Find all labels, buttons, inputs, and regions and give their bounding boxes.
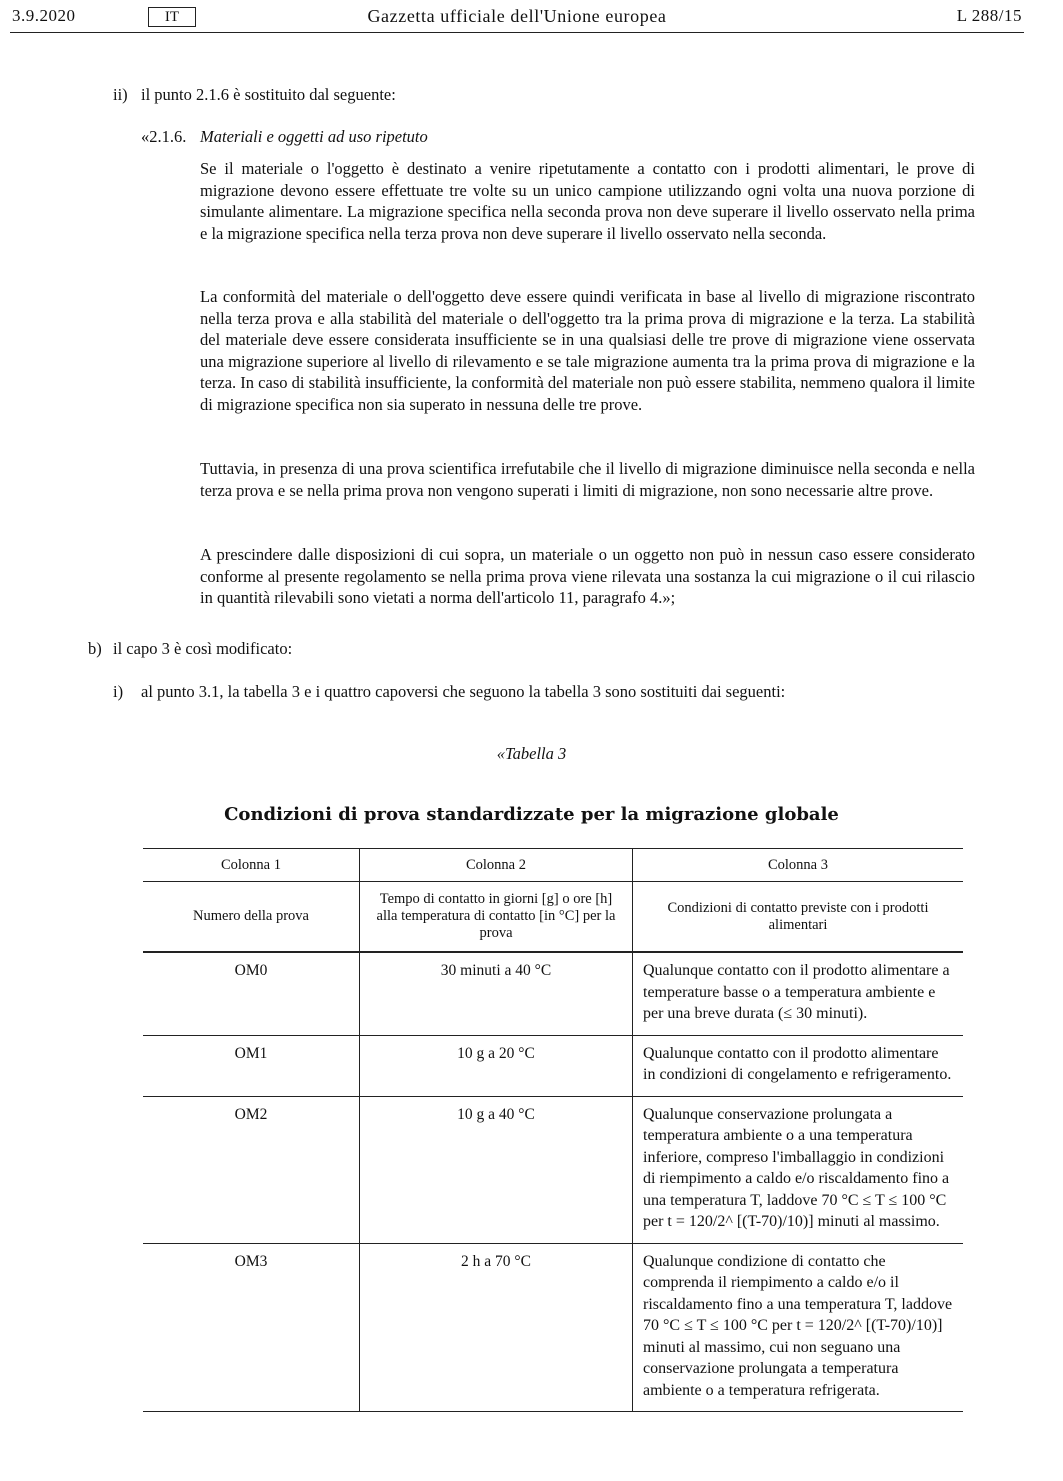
table-row	[143, 1243, 963, 1412]
contact-time-cell: 30 minuti a 40 °C	[360, 952, 633, 1035]
column-number-3: Colonna 3	[633, 849, 964, 882]
table-caption: «Tabella 3	[496, 744, 567, 763]
column-header-contact-conditions: Condizioni di contatto previste con i prodotti alimentari	[633, 882, 964, 953]
column-header-test-number: Numero della prova	[143, 882, 360, 953]
test-number-cell: OM3	[143, 1243, 360, 1412]
test-number-cell: OM0	[143, 952, 360, 1035]
item-b-label: b)	[88, 639, 102, 658]
column-header-contact-time: Tempo di contatto in giorni [g] o ore [h] alla temperatura di contatto [in °C] per la prova	[360, 882, 633, 953]
test-number-cell: OM2	[143, 1096, 360, 1243]
item-ii-text: il punto 2.1.6 è sostituito dal seguente:	[141, 85, 396, 104]
journal-title: Gazzetta ufficiale dell'Unione europea	[367, 6, 667, 26]
contact-conditions-cell: Qualunque condizione di contatto che comprenda il riempimento a caldo e/o il riscaldamento fino a una temperatura T, laddove 70 °C ≤ T ≤ 100 °C per t = 120/2^ [(T-70)/10)] minuti al massimo, cui non seguano una conservazione prolungata a temperatura ambiente o a temperatura refrigerata.	[633, 1243, 964, 1412]
table-header-row	[143, 882, 963, 953]
test-number-cell: OM1	[143, 1035, 360, 1096]
column-number-1: Colonna 1	[143, 849, 360, 882]
table-row	[143, 1096, 963, 1243]
contact-time-cell: 10 g a 40 °C	[360, 1096, 633, 1243]
contact-time-cell: 2 h a 70 °C	[360, 1243, 633, 1412]
section-number: «2.1.6.	[141, 127, 187, 146]
publication-date: 3.9.2020	[12, 6, 76, 25]
item-i-label: i)	[113, 682, 124, 701]
item-i-text: al punto 3.1, la tabella 3 e i quattro capoversi che seguono la tabella 3 sono sostituiti dai seguenti:	[141, 682, 786, 701]
contact-conditions-cell: Qualunque conservazione prolungata a temperatura ambiente o a una temperatura inferiore, compreso l'imballaggio in condizioni di riempimento a caldo e/o riscaldamento fino a una temperatura T, laddove 70 °C ≤ T ≤ 100 °C per t = 120/2^ [(T-70)/10)] minuti al massimo.	[633, 1096, 964, 1243]
contact-time-cell: 10 g a 20 °C	[360, 1035, 633, 1096]
page-header	[10, 6, 1024, 33]
paragraph-3: Tuttavia, in presenza di una prova scientifica irrefutabile che il livello di migrazione diminuisce nella seconda e nella terza prova e se nella prima prova non vengono superati i limiti di migrazione, non sono necessarie altre prove.	[200, 459, 975, 500]
table-row	[143, 1035, 963, 1096]
contact-conditions-cell: Qualunque contatto con il prodotto alimentare in condizioni di congelamento e refrigeramento.	[633, 1035, 964, 1096]
language-badge: IT	[148, 7, 196, 27]
item-ii-label: ii)	[113, 85, 128, 104]
table-column-number-row	[143, 849, 963, 882]
contact-conditions-cell: Qualunque contatto con il prodotto alimentare a temperature basse o a temperatura ambiente e per una breve durata (≤ 30 minuti).	[633, 952, 964, 1035]
paragraph-1: Se il materiale o l'oggetto è destinato a venire ripetutamente a contatto con i prodotti alimentari, le prove di migrazione devono essere effettuate tre volte su un unico campione utilizzando ogni volta una nuova porzione di simulante alimentare. La migrazione specifica nella seconda prova non deve superare il livello osservato nella prima e la migrazione specifica nella terza prova non deve superare il livello osservato nella seconda.	[200, 159, 975, 243]
paragraph-2: La conformità del materiale o dell'oggetto deve essere quindi verificata in base al livello di migrazione riscontrato nella terza prova e alla stabilità del materiale o dell'oggetto tra la prima prova di migrazione e la terza. La stabilità del materiale deve essere considerata insufficiente se in una qualsiasi delle tre prove di migrazione viene osservata una migrazione superiore al livello di rilevamento e se tale migrazione aumenta tra la prima prova di migrazione e la terza. In caso di stabilità insufficiente, la conformità del materiale non può essere stabilita, nemmeno qualora il limite di migrazione specifica non sia superato in nessuna delle tre prove.	[200, 287, 975, 414]
item-b-text: il capo 3 è così modificato:	[113, 639, 293, 658]
table-row	[143, 952, 963, 1035]
paragraph-4: A prescindere dalle disposizioni di cui sopra, un materiale o un oggetto non può in nessun caso essere considerato conforme al presente regolamento se nella prima prova viene rilevata una sostanza la cui migrazione o il cui rilascio in quantità rilevabili sono vietati a norma dell'articolo 11, paragrafo 4.»;	[200, 545, 975, 607]
column-number-2: Colonna 2	[360, 849, 633, 882]
page-reference: L 288/15	[956, 6, 1022, 25]
section-title: Materiali e oggetti ad uso ripetuto	[200, 127, 428, 146]
table-title: Condizioni di prova standardizzate per la migrazione globale	[224, 804, 839, 825]
migration-conditions-table	[143, 848, 963, 1412]
